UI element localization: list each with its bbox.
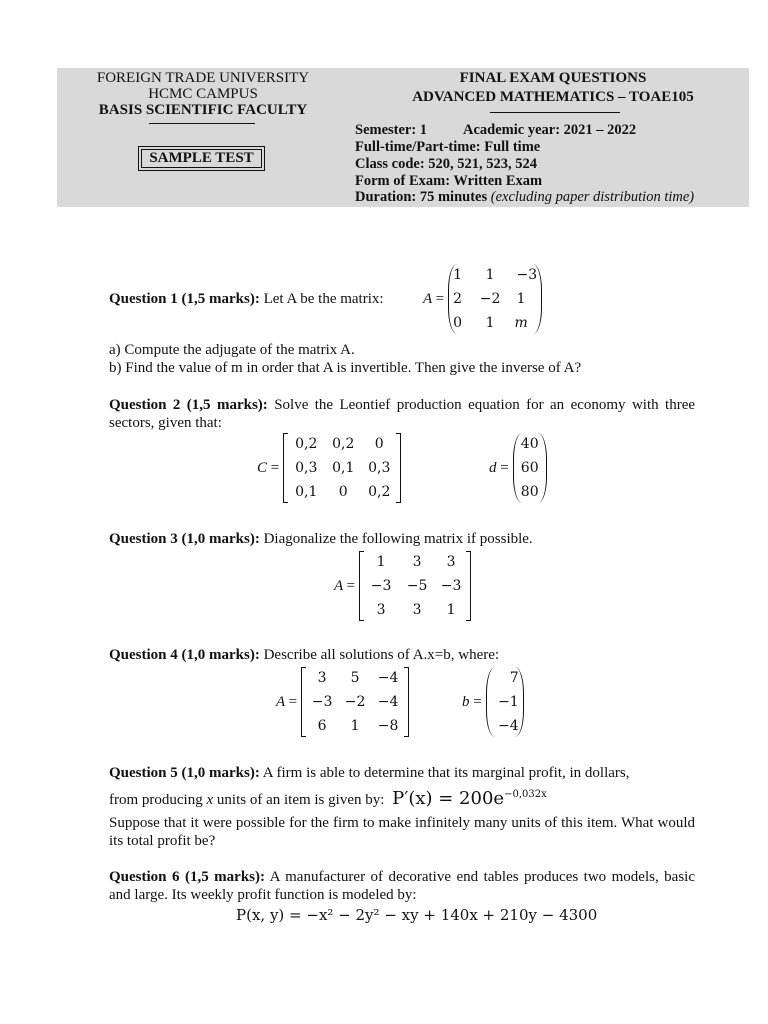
course-title: ADVANCED MATHEMATICS – TOAE105	[412, 89, 694, 105]
question-3-prompt	[109, 530, 533, 548]
matrix-cell: −3	[440, 578, 462, 594]
marginal-profit-formula	[392, 788, 547, 809]
matrix-cell: 0,3	[368, 460, 391, 476]
right-divider	[490, 112, 620, 113]
semester: Semester: 1	[355, 122, 428, 138]
matrix-cell: 0,2	[368, 484, 391, 500]
question-3-label: Question 3 (1,0 marks):	[109, 531, 260, 547]
matrix-cell: 1	[485, 315, 495, 331]
sample-test-badge	[138, 146, 265, 171]
vector-cell: 80	[520, 484, 539, 500]
matrix-cell: 3	[376, 602, 386, 618]
q4-b-body	[486, 667, 524, 737]
q5-text-pre: from producing	[109, 792, 203, 808]
matrix-cell: 3	[412, 554, 422, 570]
matrix-cell: 3	[446, 554, 456, 570]
d-vector-label: d	[489, 459, 497, 476]
question-4-text: Describe all solutions of A.x=b, where:	[263, 647, 500, 663]
duration-note: (excluding paper distribution time)	[490, 189, 695, 205]
matrix-cell: 2	[453, 291, 463, 307]
c-matrix-label: C	[257, 459, 268, 476]
c-matrix-body	[283, 433, 401, 503]
vector-cell: −1	[498, 694, 519, 710]
d-vector-body	[513, 433, 547, 503]
faculty-name: BASIS SCIENTIFIC FACULTY	[98, 102, 308, 118]
q5-text-post: units of an item is given by:	[216, 792, 385, 808]
matrix-cell: 1	[350, 718, 360, 734]
q4-b-label: b	[462, 693, 470, 710]
question-1-prompt	[109, 290, 384, 308]
matrix-cell: −2	[479, 291, 501, 307]
q1-matrix-label: A	[423, 290, 432, 307]
matrix-cell: 1	[446, 602, 456, 618]
matrix-cell: 0,2	[295, 436, 318, 452]
q3-matrix-body	[359, 551, 471, 621]
question-5-text: A firm is able to determine that its marginal profit, in dollars,	[262, 765, 630, 781]
question-2-matrix-c: C = 0,2 0,2 0 0,3 0,1 0,3 0,1 0 0,2	[257, 433, 401, 503]
formula-base: P′(x) = 200e	[392, 788, 505, 809]
matrix-cell: 5	[350, 670, 360, 686]
question-4-prompt	[109, 646, 499, 664]
question-2-label: Question 2 (1,5 marks):	[109, 397, 268, 413]
matrix-cell: 3	[317, 670, 327, 686]
question-5-label: Question 5 (1,0 marks):	[109, 765, 260, 781]
academic-year: Academic year: 2021 – 2022	[463, 122, 637, 138]
matrix-cell: 1	[453, 267, 463, 283]
matrix-cell: 1	[485, 267, 495, 283]
duration-line	[355, 189, 694, 206]
question-2-text: Solve the Leontief production equation for an economy with three sectors, given that:	[109, 397, 696, 431]
q3-matrix-label: A	[334, 577, 343, 594]
vector-cell: 60	[520, 460, 539, 476]
matrix-cell: m	[514, 315, 528, 331]
q4-a-label: A	[276, 693, 285, 710]
question-2-vector-d: d = 40 60 80	[489, 433, 547, 503]
question-1-label: Question 1 (1,5 marks):	[109, 291, 260, 307]
question-1-part-a: a) Compute the adjugate of the matrix A.	[109, 342, 355, 358]
matrix-cell: −5	[406, 578, 428, 594]
left-divider	[149, 123, 255, 124]
formula-exponent: −0,032x	[504, 789, 547, 800]
question-4-vector-b: b = 7 −1 −4	[462, 667, 524, 737]
matrix-cell: −8	[377, 718, 399, 734]
matrix-cell: 0,2	[332, 436, 355, 452]
matrix-cell: 0,3	[295, 460, 318, 476]
question-1-part-b: b) Find the value of m in order that A is invertible. Then give the inverse of A?	[109, 360, 582, 376]
q5-variable: x	[206, 792, 214, 808]
question-3-text: Diagonalize the following matrix if possible.	[263, 531, 533, 547]
campus-name: HCMC CAMPUS	[148, 86, 258, 102]
matrix-cell: 3	[412, 602, 422, 618]
exam-header	[57, 68, 749, 207]
question-6-text: A manufacturer of decorative end tables produces two models, basic and large. Its weekly profit function is modeled by:	[109, 869, 696, 903]
matrix-cell: −3	[370, 578, 392, 594]
matrix-cell: 0	[338, 484, 348, 500]
matrix-cell: −3	[311, 694, 333, 710]
matrix-cell: 0	[453, 315, 463, 331]
matrix-cell: −2	[344, 694, 366, 710]
matrix-cell: −4	[377, 670, 399, 686]
matrix-cell: 0,1	[332, 460, 355, 476]
matrix-cell: 1	[376, 554, 386, 570]
question-6-label: Question 6 (1,5 marks):	[109, 869, 265, 885]
matrix-cell: 6	[317, 718, 327, 734]
question-1-matrix: A = 1 1 −3 2 −2 1 0 1 m	[423, 264, 542, 334]
matrix-cell: 1	[516, 291, 526, 307]
profit-function-formula: P(x, y) = −x² − 2y² − xy + 140x + 210y − 4300	[236, 906, 598, 924]
vector-cell: 40	[520, 436, 539, 452]
study-mode: Full-time/Part-time: Full time	[355, 139, 541, 155]
q4-a-body	[301, 667, 409, 737]
university-name: FOREIGN TRADE UNIVERSITY	[96, 70, 310, 86]
vector-cell: 7	[509, 670, 519, 686]
question-5-prompt	[109, 764, 695, 782]
class-code: Class code: 520, 521, 523, 524	[355, 156, 538, 172]
exam-form: Form of Exam: Written Exam	[355, 173, 543, 189]
matrix-cell: −3	[516, 267, 538, 283]
question-3-matrix: A = 1 3 3 −3 −5 −3 3 3 1	[334, 551, 471, 621]
vector-cell: −4	[498, 718, 519, 734]
sample-test-label: SAMPLE TEST	[141, 149, 262, 168]
question-2-prompt	[109, 396, 695, 432]
semester-line	[355, 122, 636, 139]
duration: Duration: 75 minutes	[355, 189, 488, 205]
matrix-cell: −4	[377, 694, 399, 710]
matrix-cell: 0,1	[295, 484, 318, 500]
question-1-text: Let A be the matrix:	[263, 291, 384, 307]
question-4-label: Question 4 (1,0 marks):	[109, 647, 260, 663]
exam-title: FINAL EXAM QUESTIONS	[459, 70, 647, 86]
question-6-prompt	[109, 868, 695, 904]
question-5-formula-line	[109, 786, 547, 809]
matrix-cell: 0	[374, 436, 384, 452]
q1-matrix-body	[448, 264, 542, 334]
question-5-followup: Suppose that it were possible for the firm to make infinitely many units of this item. What would its total profit be?	[109, 815, 695, 849]
question-4-matrix-a: A = 3 5 −4 −3 −2 −4 6 1 −8	[276, 667, 409, 737]
